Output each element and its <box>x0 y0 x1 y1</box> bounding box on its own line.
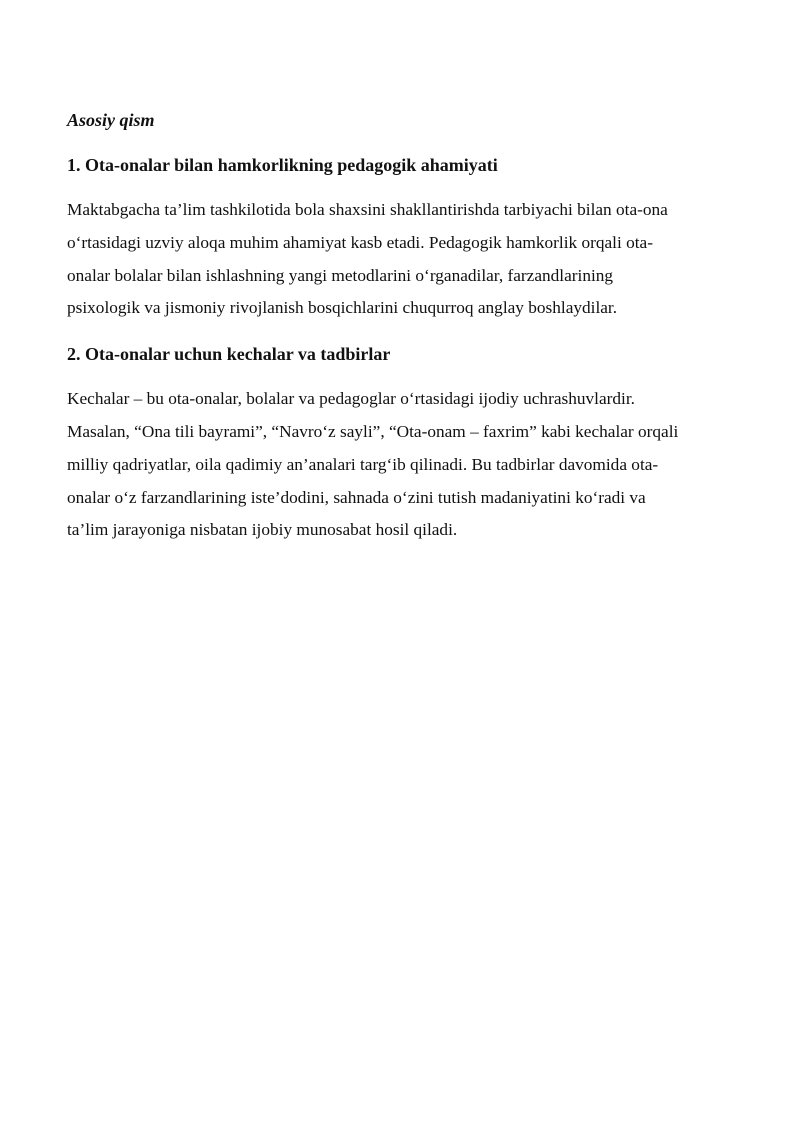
paragraph-section-1 <box>67 194 737 325</box>
paragraph-line: onalar bolalar bilan ishlashning yangi metodlarini o‘rganadilar, farzandlarining <box>67 265 614 285</box>
paragraph-section-2 <box>67 383 737 547</box>
heading-section-1: 1. Ota-onalar bilan hamkorlikning pedagogik ahamiyati <box>67 155 498 175</box>
paragraph-line: ta’lim jarayoniga nisbatan ijobiy munosabat hosil qiladi. <box>67 520 458 540</box>
paragraph-line: o‘rtasidagi uzviy aloqa muhim ahamiyat kasb etadi. Pedagogik hamkorlik orqali ota- <box>67 232 653 252</box>
paragraph-line: onalar o‘z farzandlarining iste’dodini, sahnada o‘zini tutish madaniyatini ko‘radi va <box>67 487 646 507</box>
paragraph-line: milliy qadriyatlar, oila qadimiy an’analari targ‘ib qilinadi. Bu tadbirlar davomida ota- <box>67 454 659 474</box>
paragraph-line: Kechalar – bu ota-onalar, bolalar va pedagoglar o‘rtasidagi ijodiy uchrashuvlardir. <box>67 389 635 409</box>
paragraph-line: Masalan, “Ona tili bayrami”, “Navro‘z sayli”, “Ota-onam – faxrim” kabi kechalar orqali <box>67 421 679 441</box>
heading-section-2: 2. Ota-onalar uchun kechalar va tadbirlar <box>67 344 391 365</box>
section-subtitle: Asosiy qism <box>67 110 155 130</box>
paragraph-line: Maktabgacha ta’lim tashkilotida bola shaxsini shakllantirishda tarbiyachi bilan ota-ona <box>67 200 668 219</box>
paragraph-line: psixologik va jismoniy rivojlanish bosqichlarini chuqurroq anglay boshlaydilar. <box>67 298 618 318</box>
document-page <box>67 108 737 564</box>
